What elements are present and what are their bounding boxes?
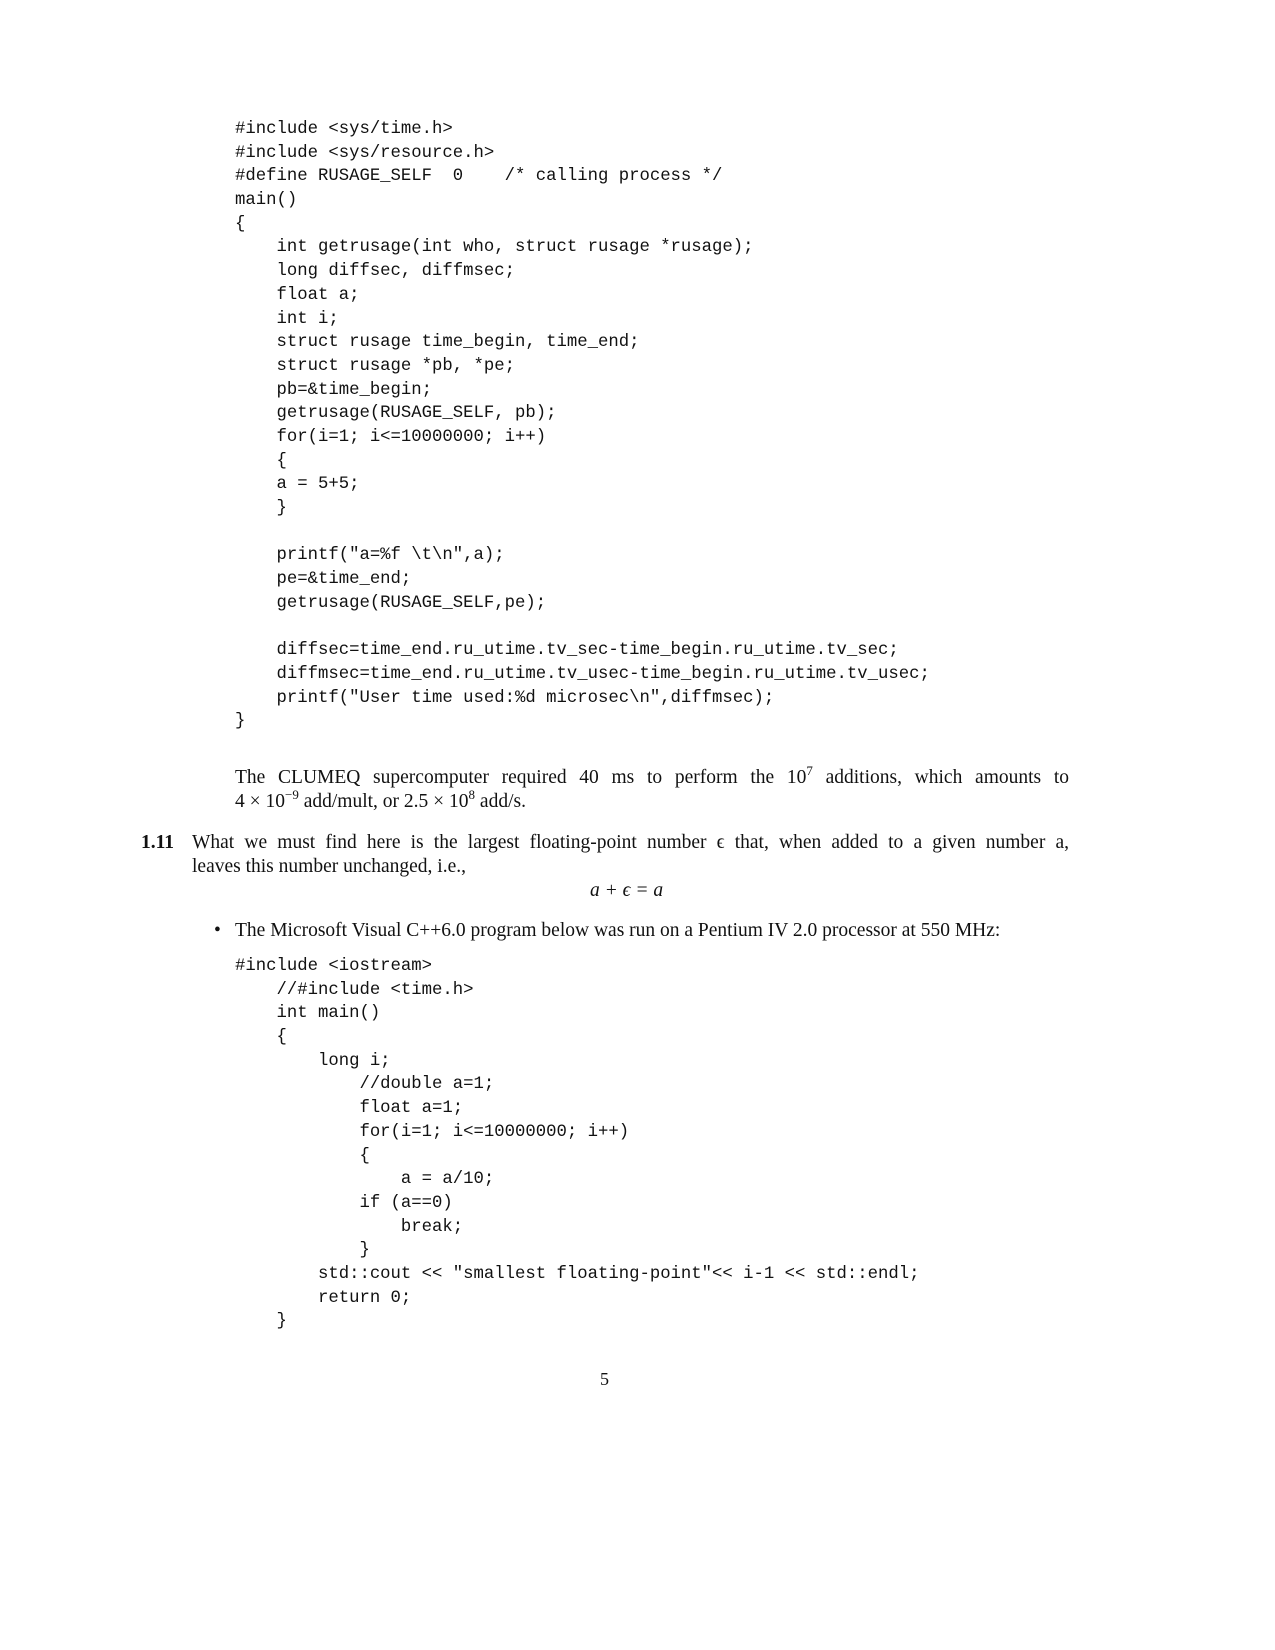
superscript: −9 [285,787,299,802]
code-line: //#include <time.h> [235,980,474,1000]
code-line: break; [235,1217,464,1237]
code-line: } [235,1241,370,1261]
code-line: getrusage(RUSAGE_SELF, pb); [235,404,557,424]
paragraph-line-2 [235,787,526,813]
text: 4 × 10 [235,791,285,812]
code-line [235,615,930,639]
code-line [235,521,930,545]
equation: a + ϵ = a [590,880,664,901]
code-block-getrusage [235,118,930,734]
code-line: printf("a=%f \t\n",a); [235,546,505,566]
code-line: #define RUSAGE_SELF 0 /* calling process */ [235,167,723,187]
code-line: printf("User time used:%d microsec\n",diffmsec); [235,688,775,708]
code-line: int main() [235,1004,381,1024]
bullet-text: The Microsoft Visual C++6.0 program below was run on a Pentium IV 2.0 processor at 550 MHz: [235,920,1001,941]
code-line: #include <iostream> [235,957,433,976]
code-line: a = a/10; [235,1170,495,1190]
code-line: if (a==0) [235,1193,453,1213]
code-line: { [235,451,287,471]
code-line: struct rusage *pb, *pe; [235,356,516,376]
code-line: #include <sys/resource.h> [235,143,495,163]
code-line: //double a=1; [235,1075,495,1095]
code-line: a = 5+5; [235,475,360,495]
code-line: for(i=1; i<=10000000; i++) [235,1122,630,1142]
code-line: getrusage(RUSAGE_SELF,pe); [235,593,547,613]
code-line: } [235,499,287,518]
code-line: std::cout << "smallest floating-point"<< i-1 << std::endl; [235,1264,920,1284]
code-line: for(i=1; i<=10000000; i++) [235,427,547,447]
problem-line-1: What we must find here is the largest floating-point number ϵ that, when added to a given number a, [192,832,1069,853]
code-line: #include <sys/time.h> [235,120,453,139]
code-line: int i; [235,309,339,329]
code-line: struct rusage time_begin, time_end; [235,333,640,353]
code-line: long diffsec, diffmsec; [235,262,516,282]
code-block-epsilon [235,955,919,1334]
paragraph-line-1 [235,763,1069,789]
code-line: int getrusage(int who, struct rusage *rusage); [235,238,754,258]
superscript: 8 [468,787,476,802]
bullet-icon: • [214,920,221,941]
problem-line-2: leaves this number unchanged, i.e., [192,856,466,877]
code-line: pb=&time_begin; [235,380,433,400]
code-line: main() [235,191,298,211]
text: add/s. [475,791,526,812]
text: add/mult, or 2.5 × 10 [298,791,469,812]
page-number: 5 [600,1369,609,1389]
code-line: } [235,712,246,732]
code-line: pe=&time_end; [235,570,412,590]
code-line: diffsec=time_end.ru_utime.tv_sec-time_begin.ru_utime.tv_sec; [235,641,899,661]
code-line: long i; [235,1051,391,1071]
text: The CLUMEQ supercomputer required 40 ms to perform the 10 [235,767,807,788]
problem-number: 1.11 [141,832,175,853]
code-line: float a=1; [235,1099,464,1119]
superscript: 7 [806,763,813,778]
code-line: { [235,1146,370,1166]
code-line: return 0; [235,1288,412,1308]
code-line: } [235,1312,287,1332]
code-line: float a; [235,285,360,305]
code-line: { [235,214,246,234]
code-line: diffmsec=time_end.ru_utime.tv_usec-time_begin.ru_utime.tv_usec; [235,664,930,684]
text: additions, which amounts to [812,767,1069,788]
code-line: { [235,1028,287,1048]
